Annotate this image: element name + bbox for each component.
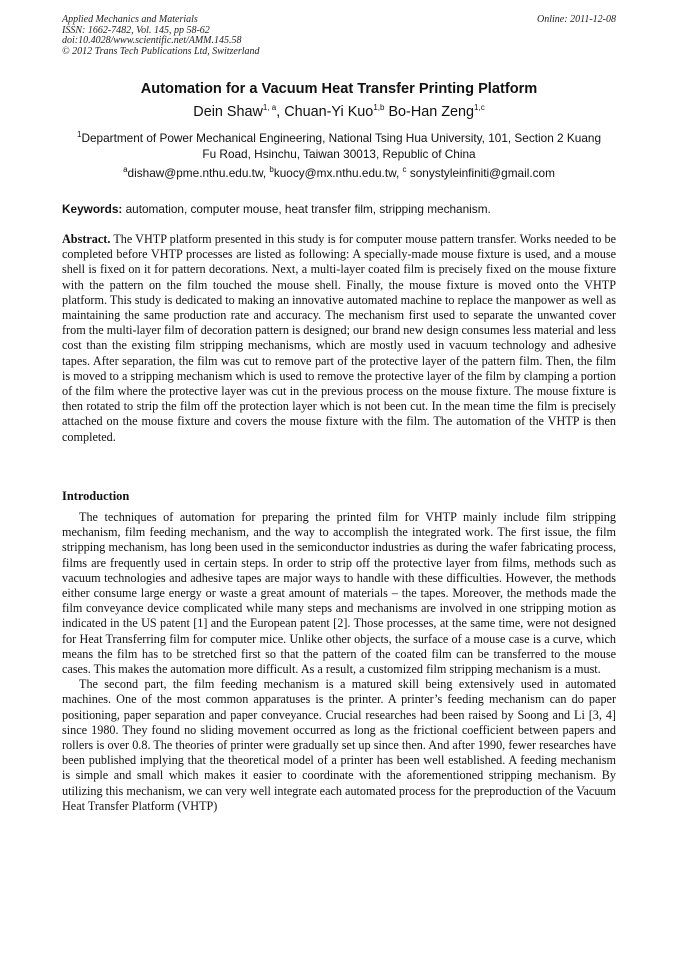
email-address[interactable]: kuocy@mx.nthu.edu.tw xyxy=(273,166,396,180)
paper-title: Automation for a Vacuum Heat Transfer Printing Platform xyxy=(140,81,538,97)
author-sup: 1,b xyxy=(373,103,385,113)
copyright-line: © 2012 Trans Tech Publications Ltd, Switzerland xyxy=(62,45,260,57)
email-address[interactable]: sonystyleinfiniti@gmail.com xyxy=(409,166,555,180)
author-sup: 1, a xyxy=(262,103,277,113)
keywords-text: automation, computer mouse, heat transfer film, stripping mechanism. xyxy=(125,202,491,216)
author-name: Bo-Han Zeng xyxy=(388,104,475,120)
email-sup: a xyxy=(123,165,128,175)
author-sup: 1,c xyxy=(474,103,485,113)
email-sup: c xyxy=(402,165,407,175)
paragraph: The second part, the film feeding mechanism is a matured skill being extensively used in automated machines. One of the most common apparatuses is the printer. A printer’s feeding mechanism can do paper positioning, paper separation and paper conveyance. Crucial researches had been raised by Soong and Li [3, 4] since 1980. They found no sliding movement occurred as long as the frictional coefficient between papers and rollers is over 0.8. The theories of printer were gradually set up since then. And after 1990, fewer researches have been published implying that the theoretical model of a printer has been well established. A feeding mechanism is simple and small which makes it easier to coordinate with the aforementioned stripping mechanism. By utilizing this mechanism, we can very well integrate each automated process for the preproduction of the Vacuum Heat Transfer Platform (VHTP) xyxy=(62,677,616,813)
journal-name: Applied Mechanics and Materials xyxy=(62,14,198,25)
keywords-label: Keywords: xyxy=(62,202,123,216)
affiliation-text: Department of Power Mechanical Engineering, National Tsing Hua University, 101, Section 2 Kuang Fu Road, Hsinchu, Taiwan 30013, Republic of China xyxy=(81,131,602,161)
issn-line: ISSN: 1662-7482, Vol. 145, pp 58-62 xyxy=(62,24,210,36)
author-list: Dein Shaw$^{1, a}$, Chuan-Yi Kuo$^{1,b}$ Bo-Han Zeng$^{1,c}$ xyxy=(193,103,485,120)
author-name: Chuan-Yi Kuo xyxy=(284,104,374,120)
paragraph: The techniques of automation for preparing the printed film for VHTP mainly include film stripping mechanism, film feeding mechanism, and the way to accomplish the integrated work. The first issue, the film stripping mechanism, has long been used in the semiconductor industries as during the wafer fabricating process, films are frequently used in certain steps. In order to strip off the protective layer from films, methods such as vacuum technologies and adhesive tapes are major ways to handle with these difficulties. However, the methods either consume large energy or waste a great amount of materials – the tapes. Moreover, the methods made the film conveyance device complicated while many steps and mechanisms are involved in one stripping motion as indicated in the US patent [1] and the European patent [2]. Those processes, at the same time, were not designed for Heat Transferring film for computer mice. Unlike other objects, the surface of a mouse case is a curve, which means the film has to be stretched first so that the pattern of the coated film can be transferred to the mouse cases. This makes the automation more difficult. As a result, a customized film stripping mechanism is a must. xyxy=(62,510,616,677)
email-address[interactable]: dishaw@pme.nthu.edu.tw xyxy=(127,166,263,180)
doi-line: doi:10.4028/www.scientific.net/AMM.145.58 xyxy=(62,35,242,47)
abstract xyxy=(62,232,616,445)
abstract-label: Abstract. xyxy=(62,232,111,246)
online-date: Online: 2011-12-08 xyxy=(537,14,616,25)
abstract-text: The VHTP platform presented in this study is for computer mouse pattern transfer. Works needed to be completed before VHTP processes are listed as following: A specially-made mouse fixture is used, and a mouse shell is fixed on it for pattern decorations. Next, a multi-layer coated film is precisely fixed on the mouse fixture with the pattern on the film touched the mouse shell. Finally, the mouse fixture is moved onto the VHTP platform. This study is dedicated to making an innovative automated machine to replace the manpower as well as maintaining the same production rate and accuracy. The mechanism first used to separate the unwanted cover from the multi-layer film of decoration pattern is designed; our brand new design consumes less material and less cost than the existing film stripping mechanisms, which are mostly used in vacuum technology and adhesive tapes. After separation, the film was cut to remove part of the protective layer of the pattern film. Then, the film is moved to a stripping mechanism which is used to remove the protective layer of the film by clamping a portion of the film where the protective layer was cut in the previous process on the mouse fixture. The mouse fixture is then rotated to strip the film off the protection layer which is not been cut. In the mean time the film is precisely attached on the mouse fixture and covers the mouse fixture with the film. The automation of the VHTP is then completed. xyxy=(62,232,616,444)
keywords xyxy=(62,202,616,216)
affiliation xyxy=(70,130,608,162)
email-list: $^a$dishaw@pme.nthu.edu.tw, $^b$kuocy@mx.nthu.edu.tw, $^c$ sonystyleinfiniti@gmail.com xyxy=(123,165,555,180)
journal-header xyxy=(62,15,616,57)
author-name: Dein Shaw xyxy=(193,104,263,120)
introduction-body xyxy=(62,510,616,814)
introduction-heading: Introduction xyxy=(62,489,130,503)
affiliation-sup: 1 xyxy=(76,130,82,140)
email-sup: b xyxy=(269,165,274,175)
